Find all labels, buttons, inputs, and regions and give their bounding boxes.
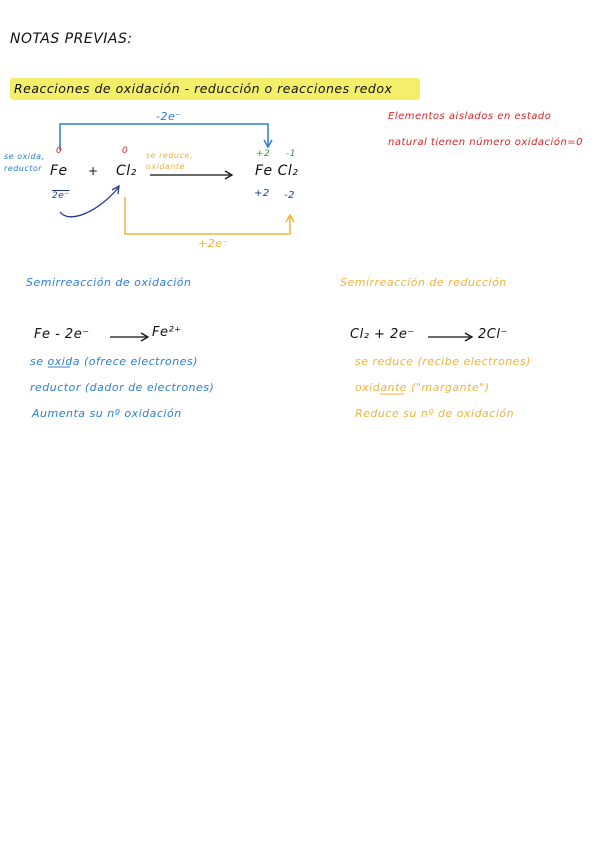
bottom-transfer-label: +2e⁻	[198, 237, 229, 250]
product-cl-ox-top: -1	[286, 149, 296, 159]
note-line-1: Elementos aislados en estado	[388, 111, 552, 122]
reduction-line-3: Reduce su nº de oxidación	[355, 407, 515, 420]
fe-electrons: 2e⁻	[52, 191, 70, 201]
reduction-eq-right: 2Cl⁻	[478, 327, 508, 342]
product-fe-ox-bottom: +2	[254, 188, 270, 199]
cl-note-2: oxidante	[146, 162, 185, 171]
section-title: Reacciones de oxidación - reducción o reacciones redox	[14, 81, 393, 96]
reactant-cl2: Cl₂	[116, 163, 137, 179]
fe-note-1: se oxida,	[4, 152, 45, 161]
plus-sign: +	[88, 164, 99, 178]
oxidation-eq-right: Fe²⁺	[152, 325, 182, 340]
top-transfer-label: -2e⁻	[156, 110, 182, 123]
reactant-fe: Fe	[50, 163, 68, 179]
reduction-line-1: se reduce (recibe electrones)	[355, 355, 531, 368]
reduction-line-2: oxidante ("margante")	[355, 381, 490, 394]
product-cl-ox-bottom: -2	[284, 190, 295, 201]
product-fe-ox-top: +2	[256, 149, 271, 159]
fe-note-2: reductor	[4, 164, 43, 173]
oxidation-heading: Semirreacción de oxidación	[26, 276, 192, 289]
oxidation-line-3: Aumenta su nº oxidación	[32, 407, 182, 420]
reduction-heading: Semirreacción de reducción	[340, 276, 507, 289]
oxidation-line-2: reductor (dador de electrones)	[30, 381, 215, 394]
product-fecl2: Fe Cl₂	[255, 163, 299, 179]
note-line-2: natural tienen número oxidación=0	[388, 137, 584, 148]
oxidation-line-1: se oxida (ofrece electrones)	[30, 355, 198, 368]
fe-ox-number: 0	[56, 146, 63, 156]
cl-ox-number: 0	[122, 146, 129, 156]
reduction-eq-left: Cl₂ + 2e⁻	[350, 327, 415, 342]
cl-note-1: se reduce,	[146, 151, 193, 160]
oxidation-eq-left: Fe - 2e⁻	[34, 327, 90, 342]
page-title: NOTAS PREVIAS:	[10, 31, 133, 47]
